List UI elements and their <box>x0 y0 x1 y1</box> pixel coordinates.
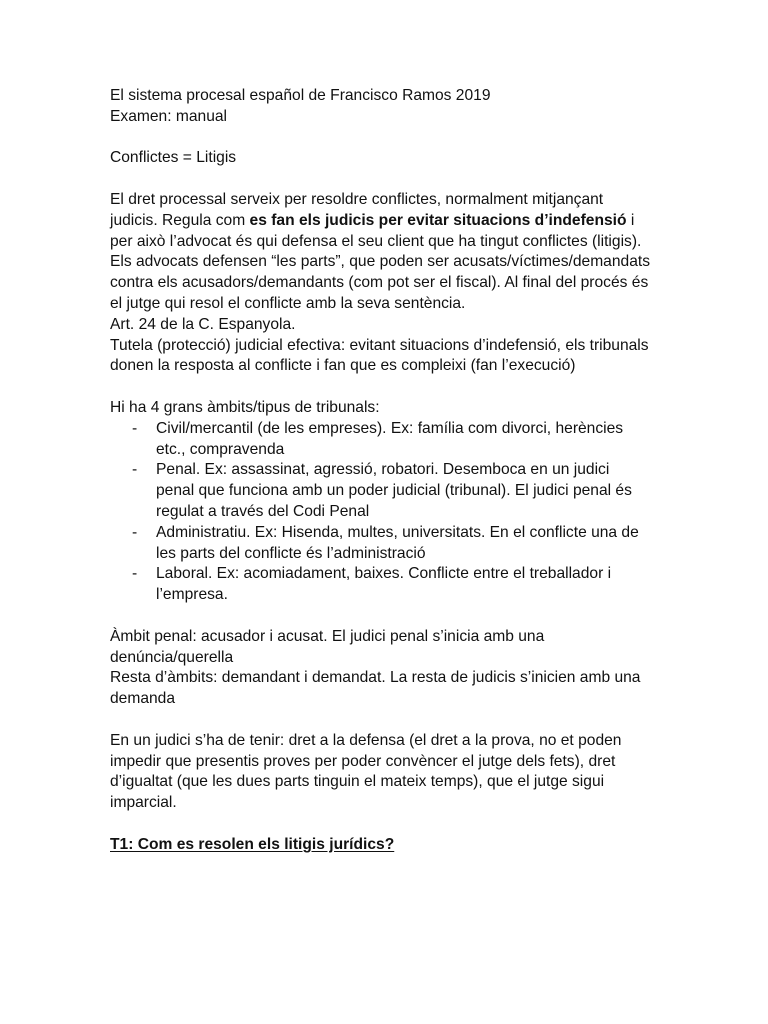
intro-bold-text: es fan els judicis per evitar situacions d’indefensió <box>249 211 627 229</box>
tutela-paragraph: Tutela (protecció) judicial efectiva: evitant situacions d’indefensió, els tribunals donen la resposta al conflicte i fan que es compleixi (fan l’execució) <box>110 336 649 375</box>
list-item <box>110 419 650 461</box>
conflicts-line: Conflictes = Litigis <box>110 149 237 167</box>
resta-ambits-paragraph: Resta d’àmbits: demandant i demandat. La resta de judicis s’inicien amb una demanda <box>110 669 641 708</box>
list-item <box>110 523 650 565</box>
document-page <box>110 86 650 855</box>
spacer <box>110 377 650 398</box>
list-dash: - <box>132 461 138 479</box>
document-title: El sistema procesal español de Francisco Ramos 2019 <box>110 87 491 104</box>
spacer <box>110 128 650 149</box>
tribunals-intro: Hi ha 4 grans àmbits/tipus de tribunals: <box>110 398 380 416</box>
article-line: Art. 24 de la C. Espanyola. <box>110 315 296 333</box>
list-item-text: Civil/mercantil (de les empreses). Ex: família com divorci, herències etc., compravenda <box>156 419 624 458</box>
spacer <box>110 814 650 835</box>
intro-text-end: i per això l’advocat és qui defensa el seu client que ha tingut conflictes (litigis). Els advocats defensen “les parts”, que poden ser acusats/víctimes/demandats contra els acusadors/demandants (com pot ser el fiscal). Al final del procés és el jutge qui resol el conflicte amb la seva sentència. <box>110 211 651 312</box>
spacer <box>110 710 650 731</box>
intro-text-start: El dret processal serveix per resoldre conflictes, normalment mitjançant judicis. Regula com <box>110 190 604 229</box>
section-heading-t1: T1: Com es resolen els litigis jurídics? <box>110 835 395 853</box>
list-item-text: Laboral. Ex: acomiadament, baixes. Conflicte entre el treballador i l’empresa. <box>156 565 612 604</box>
list-item <box>110 460 650 522</box>
spacer <box>110 169 650 190</box>
judici-paragraph: En un judici s’ha de tenir: dret a la defensa (el dret a la prova, no et poden impedir que presentis proves per poder convèncer el jutge dels fets), dret d’igualtat (que les dues parts tinguin el mateix temps), que el jutge sigui imparcial. <box>110 731 622 812</box>
list-dash: - <box>132 565 138 583</box>
list-item-text: Administratiu. Ex: Hisenda, multes, universitats. En el conflicte una de les parts del conflicte és l’administració <box>156 523 639 562</box>
exam-line: Examen: manual <box>110 107 228 125</box>
spacer <box>110 606 650 627</box>
list-item-text: Penal. Ex: assassinat, agressió, robatori. Desemboca en un judici penal que funciona amb un poder judicial (tribunal). El judici penal és regulat a través del Codi Penal <box>156 461 632 520</box>
tribunals-list <box>110 419 650 606</box>
intro-paragraph <box>110 190 650 315</box>
list-dash: - <box>132 523 138 541</box>
list-item <box>110 564 650 606</box>
ambit-penal-paragraph: Àmbit penal: acusador i acusat. El judici penal s’inicia amb una denúncia/querella <box>110 627 545 666</box>
list-dash: - <box>132 419 138 437</box>
